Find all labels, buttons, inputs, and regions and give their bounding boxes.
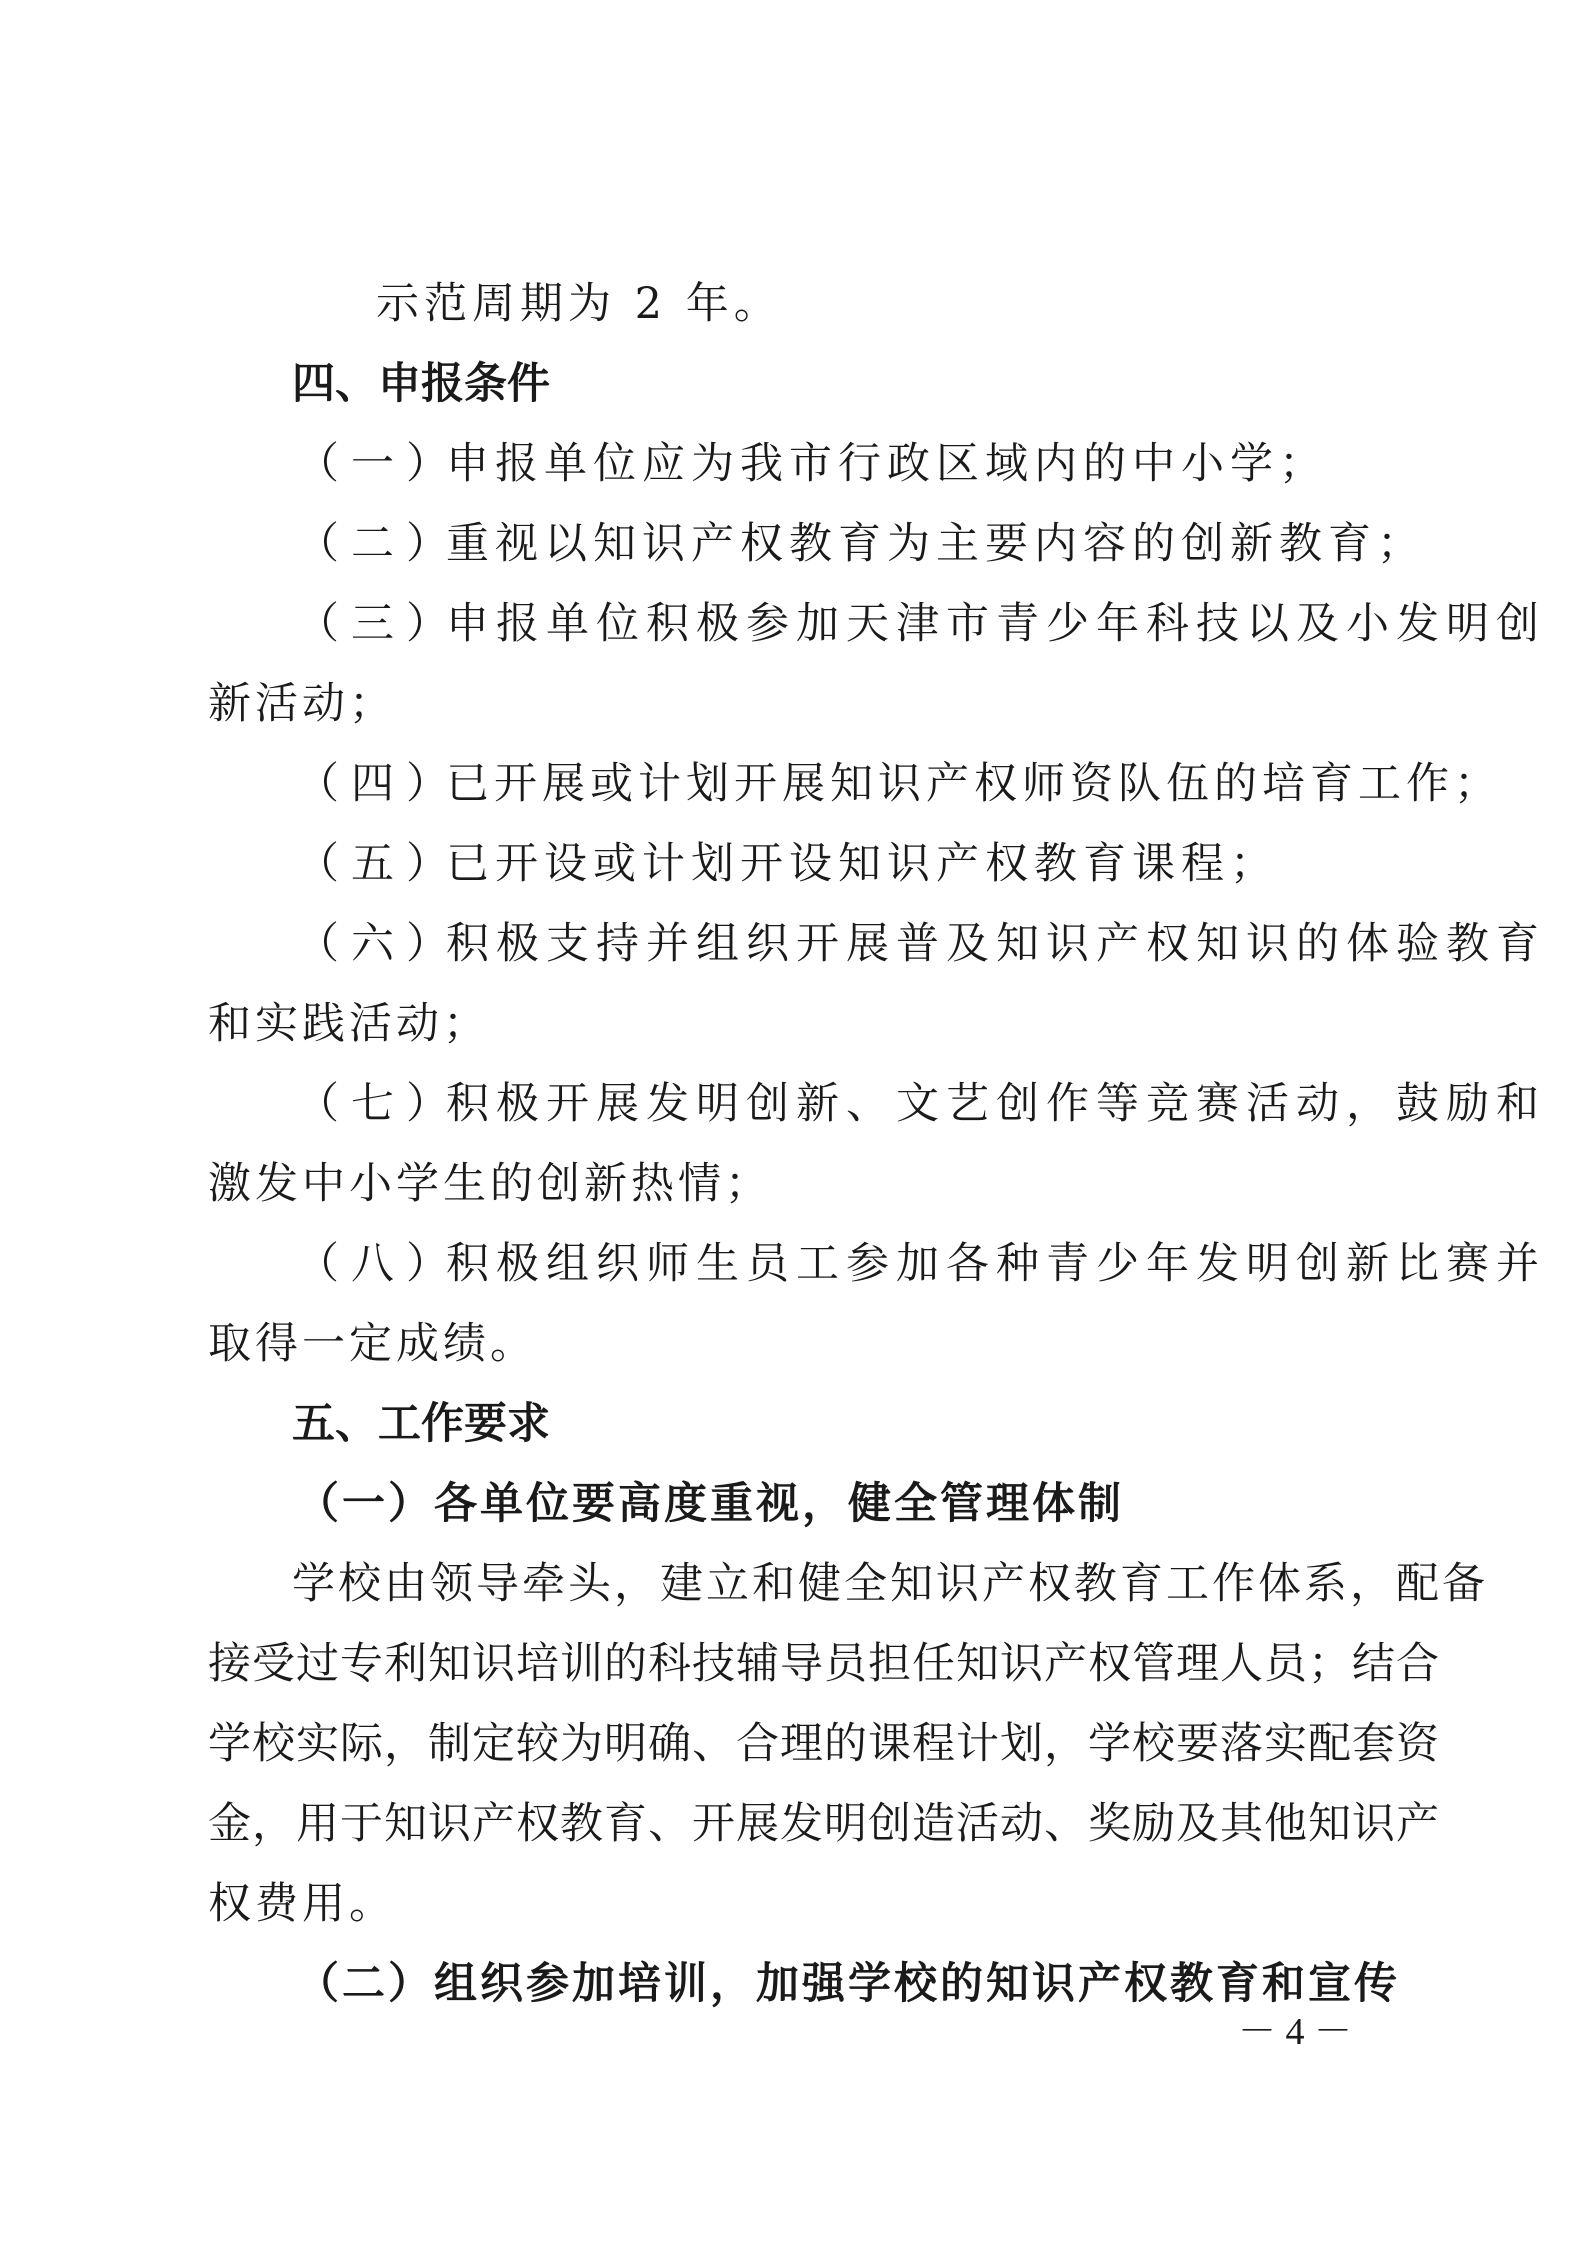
condition-1: （一） 申报单位应为我市行政区域内的中小学； [296, 439, 1328, 489]
condition-3: （三） 申报单位积极参加天津市青少年科技以及小发明创 [296, 599, 1546, 649]
condition-7-cont: 激发中小学生的创新热情； [208, 1159, 772, 1209]
section-heading-5: 五、工作要求 [292, 1399, 550, 1449]
condition-6: （六） 积极支持并组织开展普及知识产权知识的体验教育 [296, 919, 1546, 969]
condition-8: （八） 积极组织师生员工参加各种青少年发明创新比赛并 [296, 1239, 1546, 1289]
subheading-2: （二）组织参加培训，加强学校的知识产权教育和宣传 [296, 1959, 1400, 2009]
paragraph-line: 学校实际，制定较为明确、合理的课程计划，学校要落实配套资 [208, 1719, 1440, 1769]
condition-7: （七） 积极开展发明创新、文艺创作等竞赛活动，鼓励和 [296, 1079, 1546, 1129]
condition-6-cont: 和实践活动； [208, 999, 490, 1049]
paragraph-line: 权费用。 [208, 1879, 396, 1929]
condition-4: （四） 已开展或计划开展知识产权师资队伍的培育工作； [296, 759, 1502, 809]
condition-2: （二） 重视以知识产权教育为主要内容的创新教育； [296, 519, 1426, 569]
section-heading-4: 四、申报条件 [292, 359, 550, 409]
paragraph-line: 接受过专利知识培训的科技辅导员担任知识产权管理人员；结合 [208, 1639, 1440, 1689]
subheading-1: （一）各单位要高度重视，健全管理体制 [296, 1479, 1124, 1529]
paragraph-line: 学校由领导牵头，建立和健全知识产权教育工作体系，配备 [292, 1559, 1488, 1609]
condition-8-cont: 取得一定成绩。 [208, 1319, 537, 1369]
paragraph-line: 金，用于知识产权教育、开展发明创造活动、奖励及其他知识产 [208, 1799, 1440, 1849]
condition-5: （五） 已开设或计划开设知识产权教育课程； [296, 839, 1279, 889]
condition-3-cont: 新活动； [208, 679, 396, 729]
page-number: － 4 － [1238, 2011, 1353, 2053]
text-line: 示范周期为 2 年。 [376, 279, 782, 329]
